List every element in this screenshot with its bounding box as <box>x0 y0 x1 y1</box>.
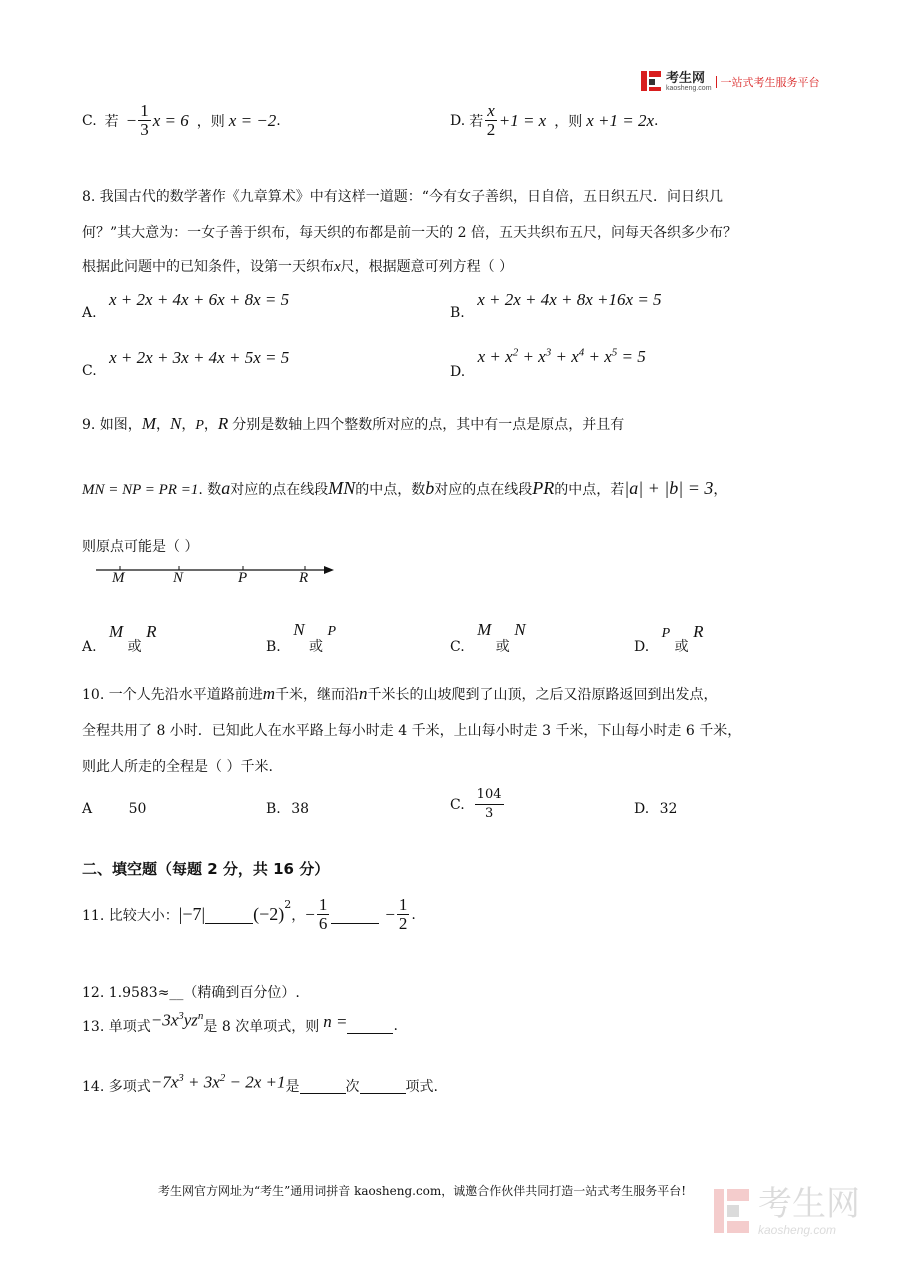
logo-divider <box>716 76 717 88</box>
text: 次 <box>345 1079 360 1096</box>
term: −3x <box>150 1010 179 1030</box>
term: = 5 <box>617 346 646 366</box>
text: 项式. <box>405 1079 438 1096</box>
q8-line2: 何？”其大意为：一女子善于织布，每天织的布都是前一天的 2 倍，五天共织布五尺，问每天各织多少布？ <box>82 225 737 241</box>
numerator: 1 <box>318 895 328 914</box>
header-slogan: 一站式考生服务平台 <box>720 76 820 89</box>
option-label: C. <box>450 796 465 813</box>
text: 对应的点在线段 <box>434 482 533 498</box>
term: x + x <box>477 346 513 366</box>
text: 或 <box>127 639 142 655</box>
math: (−2) <box>253 904 285 924</box>
q7-option-d <box>450 102 658 139</box>
math: x = 6 <box>152 110 189 130</box>
math: MN = NP = PR =1 <box>82 482 199 498</box>
math: x + 2x + 3x + 4x + 5x = 5 <box>109 348 290 367</box>
point-n: N <box>169 414 182 433</box>
axis-label-n: N <box>173 570 184 586</box>
fraction <box>317 896 330 933</box>
q10-option-c <box>450 786 506 823</box>
text: 10. 一个人先沿水平道路前进 <box>82 687 263 703</box>
kaosheng-logo-icon <box>640 70 664 94</box>
text: 是 8 次单项式，则 <box>203 1019 320 1036</box>
axis-arrow-icon <box>324 566 334 574</box>
answer-blank[interactable] <box>360 1093 406 1094</box>
text: 若 <box>469 113 484 130</box>
denominator: 3 <box>140 120 149 139</box>
logo-en: kaosheng.com <box>666 85 712 92</box>
math-var: x <box>334 259 341 275</box>
text: 或 <box>309 639 323 655</box>
math <box>151 1010 204 1031</box>
q9-line1 <box>82 414 624 434</box>
fraction <box>485 102 497 139</box>
q8-option-a <box>82 290 290 321</box>
section-fill-blank-title: 二、填空题（每题 2 分，共 16 分） <box>82 860 330 878</box>
math: x +1 = 2x <box>586 110 655 130</box>
answer-blank[interactable] <box>331 923 379 924</box>
answer-blank[interactable] <box>347 1033 393 1034</box>
watermark <box>712 1185 860 1237</box>
option-label: A <box>82 801 93 817</box>
q10-line3: 则此人所走的全程是（ ）千米. <box>82 759 273 775</box>
q14 <box>82 1072 438 1097</box>
option-value: 50 <box>128 801 147 817</box>
text: 千米，继而沿 <box>275 687 359 703</box>
segment-pr: PR <box>532 478 555 498</box>
text: 是 <box>285 1079 300 1096</box>
text: 尺，根据题意可列方程（ ） <box>340 259 514 275</box>
q8-option-c <box>82 348 290 379</box>
answer-blank[interactable] <box>300 1093 346 1094</box>
text: 11. 比较大小： <box>82 907 179 924</box>
watermark-cn: 考生网 <box>758 1184 860 1224</box>
q8-line3 <box>82 256 513 276</box>
term: + x <box>518 346 546 366</box>
text: 或 <box>674 639 689 655</box>
option-label: B. <box>450 305 465 321</box>
text: ， <box>203 417 218 433</box>
option-label: D. <box>634 801 650 817</box>
header-logo <box>640 70 820 94</box>
q8-option-b <box>450 290 662 321</box>
axis-label-r: R <box>299 570 309 586</box>
exponent: 3 <box>178 1010 184 1022</box>
text: 13. 单项式 <box>82 1019 151 1036</box>
fraction <box>397 896 410 933</box>
text: ， <box>155 417 170 433</box>
point-m: M <box>141 414 156 433</box>
axis-label-m: M <box>112 570 125 586</box>
math: − <box>126 110 137 130</box>
denominator: 2 <box>486 120 496 139</box>
math: R <box>146 622 157 641</box>
text: . <box>411 906 416 923</box>
exponent: 5 <box>611 346 618 358</box>
text: 分别是数轴上四个整数所对应的点，其中有一点是原点，并且有 <box>232 417 625 433</box>
q9-option-d <box>634 622 704 655</box>
q10-option-a <box>82 801 146 817</box>
var-b: b <box>425 478 435 498</box>
text: ， <box>713 482 728 498</box>
fraction <box>138 102 151 139</box>
watermark-en: kaosheng.com <box>758 1223 837 1237</box>
text: 的中点，若 <box>554 482 625 498</box>
text: . 数 <box>198 482 222 498</box>
exponent: 3 <box>545 346 552 358</box>
text: 根据此问题中的已知条件，设第一天织布 <box>82 259 334 275</box>
var-m: m <box>262 684 275 703</box>
q9-option-c <box>450 620 526 655</box>
text: ， <box>291 907 306 924</box>
math: N <box>514 620 526 639</box>
option-label: D. <box>450 112 466 129</box>
text: . <box>276 112 281 129</box>
math: |−7| <box>178 904 206 924</box>
math: +1 = x <box>498 110 547 130</box>
point-r: R <box>217 414 229 433</box>
option-label: D. <box>634 639 650 655</box>
math: n = <box>323 1012 348 1032</box>
option-label: D. <box>450 363 466 380</box>
option-label: C. <box>82 363 97 379</box>
math: R <box>693 622 704 641</box>
q11 <box>82 896 416 933</box>
math: |a| + |b| = 3 <box>624 478 714 498</box>
q9-option-a <box>82 622 157 655</box>
option-label: A. <box>82 305 97 321</box>
option-value: 32 <box>659 801 678 817</box>
math: − <box>385 904 395 924</box>
term: + x <box>584 346 612 366</box>
math: M <box>477 620 492 639</box>
numerator: 104 <box>475 786 504 805</box>
text: 或 <box>495 639 510 655</box>
q10-line2: 全程共用了 8 小时．已知此人在水平路上每小时走 4 千米，上山每小时走 3 千米，下山每小时走 6 千米， <box>82 723 742 739</box>
math: x + 2x + 4x + 6x + 8x = 5 <box>109 290 290 309</box>
exponent: 2 <box>512 346 519 358</box>
denominator: 6 <box>318 914 328 933</box>
var-a: a <box>221 478 231 498</box>
segment-mn: MN <box>328 478 356 498</box>
math: N <box>293 620 305 639</box>
text: 对应的点在线段 <box>230 482 329 498</box>
fraction <box>475 786 504 823</box>
q13 <box>82 1010 398 1037</box>
exponent: 4 <box>578 346 585 358</box>
logo-cn: 考生网 <box>666 70 706 85</box>
math: x + 2x + 4x + 8x +16x = 5 <box>477 290 662 309</box>
term: − 2x +1 <box>225 1072 286 1092</box>
text: 的中点，数 <box>355 482 426 498</box>
text: 若 <box>104 113 119 130</box>
exponent: n <box>197 1010 204 1022</box>
option-label: B. <box>266 801 281 817</box>
term: −7x <box>150 1072 179 1092</box>
q8-line1: 8. 我国古代的数学著作《九章算术》中有这样一道题：“今有女子善织，日自倍，五日织五尺．问日织几 <box>82 189 723 205</box>
math: P <box>661 626 671 641</box>
option-label: C. <box>82 112 97 129</box>
text: ， <box>181 417 196 433</box>
numerator: 1 <box>398 895 408 914</box>
text: . <box>654 112 659 129</box>
exponent: 3 <box>178 1072 184 1084</box>
q12: 12. 1.9583≈__（精确到百分位）. <box>82 985 300 1001</box>
math: M <box>109 622 124 641</box>
numerator: x <box>487 101 495 120</box>
math <box>151 1072 286 1093</box>
q9-line3: 则原点可能是（ ） <box>82 539 199 555</box>
text: 千米长的山坡爬到了山顶，之后又沿原路返回到出发点， <box>367 687 718 703</box>
option-label: C. <box>450 639 465 655</box>
answer-blank[interactable] <box>205 923 253 924</box>
text: ，则 <box>196 113 225 130</box>
footer-note: 考生网官方网址为“考生”通用词拼音 kaosheng.com，诚邀合作伙伴共同打造一站式考生服务平台! <box>158 1184 687 1198</box>
math: x = −2 <box>228 110 277 130</box>
text: ，则 <box>554 113 583 130</box>
math <box>478 347 646 366</box>
q10-line1 <box>82 684 718 704</box>
exponent: 2 <box>219 1072 226 1084</box>
math: P <box>327 624 337 639</box>
denominator: 3 <box>484 806 494 821</box>
option-value: 38 <box>291 801 310 817</box>
text: 9. 如图， <box>82 417 142 433</box>
denominator: 2 <box>398 914 408 933</box>
term: yz <box>183 1010 198 1030</box>
axis-label-p: P <box>238 570 248 586</box>
option-label: A. <box>82 639 97 655</box>
numerator: 1 <box>140 101 149 120</box>
q9-line2 <box>82 478 727 499</box>
q9-number-line <box>92 558 342 592</box>
term: + 3x <box>183 1072 220 1092</box>
exponent: 2 <box>284 898 292 911</box>
q9-option-b <box>266 620 337 655</box>
term: + x <box>551 346 579 366</box>
q8-option-d <box>450 346 646 380</box>
watermark-logo-icon <box>712 1187 752 1235</box>
option-label: B. <box>266 639 281 655</box>
q10-option-d <box>634 801 677 817</box>
point-p: P <box>195 418 204 433</box>
text: . <box>393 1018 398 1035</box>
math: − <box>305 904 315 924</box>
text: 14. 多项式 <box>82 1079 151 1096</box>
var-n: n <box>359 684 368 703</box>
q10-option-b <box>266 801 309 817</box>
q7-option-c <box>82 102 281 139</box>
